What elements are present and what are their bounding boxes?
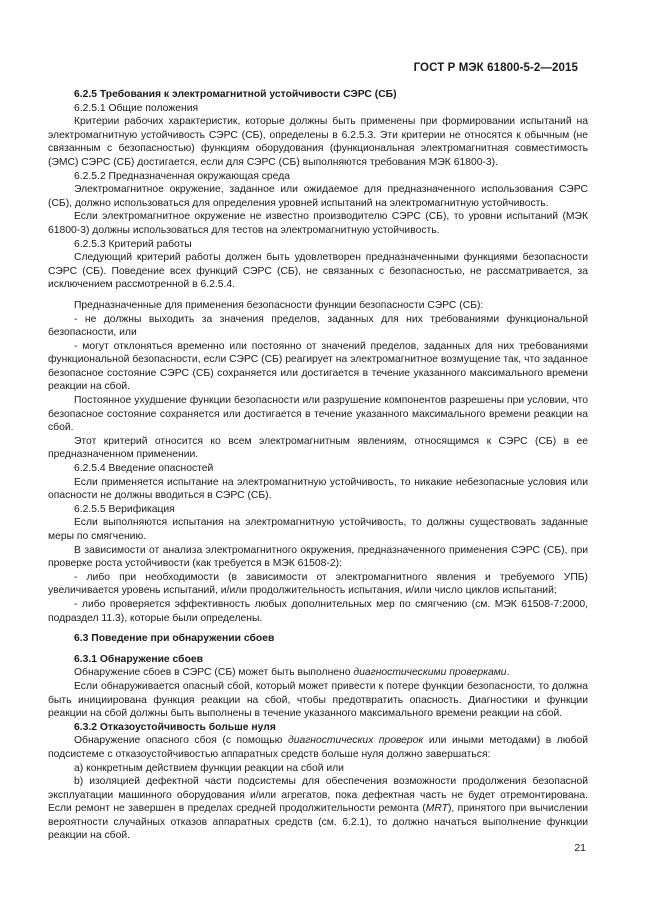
paragraph (48, 666, 588, 680)
paragraph: Следующий критерий работы должен быть удовлетворен предназначенными функциями безопасности СЭРС (СБ). Поведение всех функций СЭРС (СБ), не связанных с безопасностью, не рассматривается, за исключением рассмотренной в 6.2.5.4. (48, 252, 588, 291)
subsection-heading-6-2-5-1: 6.2.5.1 Общие положения (74, 102, 199, 114)
paragraph: Этот критерий относится ко всем электромагнитным явлениям, относящимся к СЭРС (СБ) в ее предназначенном применении. (48, 435, 588, 461)
subsection-heading-6-2-5-3: 6.2.5.3 Критерий работы (74, 238, 192, 250)
subsection-heading-6-2-5-5: 6.2.5.5 Верификация (74, 503, 175, 515)
list-item (48, 775, 588, 843)
list-item: - либо при необходимости (в зависимости от электромагнитного явления и требуемого УПБ) увеличивается уровень испытаний, и/или продолжительность испытания, и/или число циклов испытаний; (48, 571, 588, 597)
document-page (48, 62, 588, 892)
paragraph: Критерии рабочих характеристик, которые должны быть применены при формировании испытаний на электромагнитную устойчивость СЭРС (СБ), определены в 6.2.5.3. Эти критерии не относятся к обычным (не связанным с безопасностью) функциям оборудования (функциональная электромагнитная совместимость (ЭМС) СЭРС (СБ) достигается, если для СЭРС (СБ) выполняются требования МЭК 61800-3). (48, 116, 588, 168)
document-body (48, 88, 588, 843)
text-span: . (506, 667, 510, 679)
text-span: ), принятого при вычислении вероятности случайных отказов аппаратных средств (см. 6.2.1), то должно начаться выполнение функции реакции на сбой. (48, 803, 589, 842)
section-heading-6-2-5: 6.2.5 Требования к электромагнитной устойчивости СЭРС (СБ) (74, 89, 397, 100)
paragraph: В зависимости от анализа электромагнитного окружения, предназначенного применения СЭРС (СБ), при проверке роста устойчивости (как требуется в МЭК 61508-2): (48, 544, 588, 570)
paragraph: Если применяется испытание на электромагнитную устойчивость, то никакие небезопасные условия или опасности не должны вводиться в СЭРС (СБ). (48, 476, 588, 502)
paragraph: Постоянное ухудшение функции безопасности или разрушение компонентов разрешены при условии, что безопасное состояние сохраняется или достигается в течение указанного максимального времени реакции на сбой. (48, 395, 588, 434)
subsection-heading-6-3-2: 6.3.2 Отказоустойчивость больше нуля (74, 721, 276, 733)
paragraph: Если обнаруживается опасный сбой, который может привести к потере функции безопасности, то должна быть инициирована функция реакции на сбой, чтобы предотвратить опасность. Диагностики и функции реакции на сбой должны быть выполнены в течение указанного максимального времени реакции на сбой. (48, 680, 588, 720)
paragraph: Если электромагнитное окружение не известно производителю СЭРС (СБ), то уровни испытаний (МЭК 61800-3) должны использоваться для тестов на электромагнитную устойчивость. (48, 211, 588, 236)
paragraph: Электромагнитное окружение, заданное или ожидаемое для предназначенного использования СЭРС (СБ), должно использоваться для определения уровней испытаний на электромагнитную устойчивость. (48, 184, 588, 209)
text-span: или иными методами) в любой подсистеме с отказоустойчивостью аппаратных средств больше нуля должно завершаться: (48, 735, 588, 760)
subsection-heading-6-3-1: 6.3.1 Обнаружение сбоев (74, 653, 203, 665)
paragraph: Предназначенные для применения безопасности функции безопасности СЭРС (СБ): (74, 299, 484, 311)
italic-term: диагностическими проверками (353, 667, 507, 679)
standard-header: ГОСТ Р МЭК 61800-5-2—2015 (413, 62, 578, 74)
list-item: - не должны выходить за значения пределов, заданных для них требованиями функциональной безопасности, или (48, 313, 588, 339)
page-number: 21 (574, 842, 586, 854)
list-item: - могут отклоняться временно или постоянно от значений пределов, заданных для них требованиями функциональной безопасности, если СЭРС (СБ) реагирует на электромагнитное возмущение так, что заданное безопасное состояние СЭРС (СБ) сохраняется или достигается в течение указанного максимального времени реакции на сбой. (48, 340, 588, 393)
subsection-heading-6-2-5-2: 6.2.5.2 Предназначенная окружающая среда (74, 170, 290, 182)
subsection-heading-6-2-5-4: 6.2.5.4 Введение опасностей (74, 463, 214, 475)
paragraph (48, 734, 588, 761)
text-span: b) изоляцией дефектной части подсистемы для обеспечения возможности продолжения безопасной эксплуатации машинного оборудования и/или агрегатов, пока дефектная часть не будет отремонтирована. Если ремонт не завершен в пределах средней продолжительности ремонта ( (48, 776, 588, 815)
italic-term: MRT (425, 803, 448, 815)
text-span: Обнаружение сбоев в СЭРС (СБ) может быть выполнено (74, 667, 354, 679)
list-item: а) конкретным действием функции реакции на сбой или (74, 762, 344, 774)
paragraph: Если выполняются испытания на электромагнитную устойчивость, то должны существовать заданные меры по смягчению. (48, 517, 588, 542)
list-item: - либо проверяется эффективность любых дополнительных мер по смягчению (см. МЭК 61508-7:2000, подраздел 11.3), которые были определены. (48, 598, 588, 624)
section-heading-6-3: 6.3 Поведение при обнаружении сбоев (74, 633, 275, 645)
italic-term: диагностических проверок (287, 735, 424, 747)
text-span: Обнаружение опасного сбоя (с помощью (74, 735, 288, 747)
